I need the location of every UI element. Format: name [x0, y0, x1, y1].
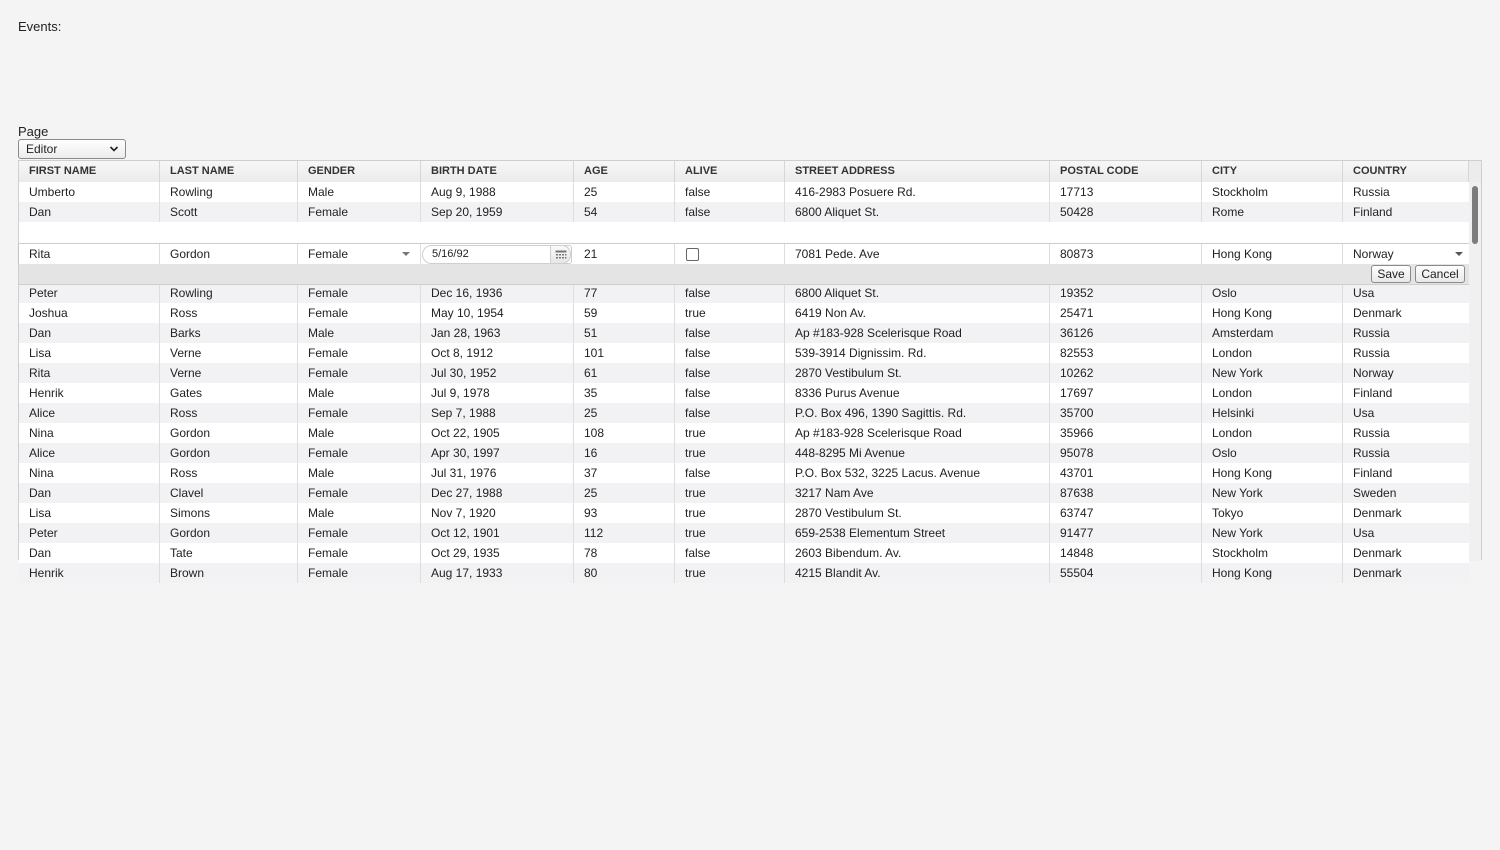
cell-city: New York	[1202, 523, 1343, 543]
cell-alive: true	[675, 523, 785, 543]
street-address-field[interactable]: 7081 Pede. Ave	[785, 244, 1050, 264]
cell-first-name: Dan	[19, 323, 160, 343]
cell-gender: Male	[298, 323, 421, 343]
cell-country: Finland	[1353, 205, 1393, 219]
data-grid	[18, 160, 1482, 580]
cell-city: Rome	[1202, 202, 1343, 222]
cell-first-name: Rita	[19, 363, 160, 383]
cell-age: 25	[574, 403, 675, 423]
table-row[interactable]	[19, 303, 1469, 323]
cell-city: Stockholm	[1202, 543, 1343, 563]
cell-last-name: Gordon	[160, 423, 298, 443]
cell-age: 16	[574, 443, 675, 463]
cell-first-name: Dan	[19, 483, 160, 503]
cell-gender: Female	[298, 403, 421, 423]
cell-birth-date: Aug 9, 1988	[421, 182, 574, 202]
cell-street-address: 539-3914 Dignissim. Rd.	[785, 343, 1050, 363]
cell-gender: Female	[298, 343, 421, 363]
cell-gender: Female	[298, 523, 421, 543]
cell-first-name: Dan	[19, 543, 160, 563]
cell-last-name: Simons	[160, 503, 298, 523]
cell-first-name: Nina	[19, 423, 160, 443]
cell-last-name: Ross	[160, 303, 298, 323]
cell-first-name: Henrik	[19, 383, 160, 403]
cell-country: Usa	[1353, 286, 1375, 300]
alive-checkbox[interactable]	[686, 248, 699, 261]
cell-age: 25	[574, 182, 675, 202]
editor-footer	[19, 264, 1469, 285]
cell-age: 59	[574, 303, 675, 323]
cell-first-name: Dan	[19, 202, 160, 222]
cell-age: 37	[574, 463, 675, 483]
table-row[interactable]	[19, 523, 1469, 543]
cell-last-name: Ross	[160, 403, 298, 423]
cell-street-address: 416-2983 Posuere Rd.	[785, 182, 1050, 202]
table-row[interactable]	[19, 463, 1469, 483]
cell-postal-code: 82553	[1050, 343, 1202, 363]
postal-code-field[interactable]: 80873	[1050, 244, 1202, 264]
cell-last-name: Barks	[160, 323, 298, 343]
table-row[interactable]	[19, 283, 1469, 303]
cell-postal-code: 43701	[1050, 463, 1202, 483]
cell-street-address: P.O. Box 496, 1390 Sagittis. Rd.	[785, 403, 1050, 423]
cell-city: Hong Kong	[1202, 303, 1343, 323]
cell-street-address: 2603 Bibendum. Av.	[785, 543, 1050, 563]
table-row[interactable]	[19, 543, 1469, 563]
column-header-city[interactable]: CITY	[1202, 161, 1343, 182]
cell-age: 35	[574, 383, 675, 403]
cell-alive: false	[675, 283, 785, 303]
column-header-street-address[interactable]: STREET ADDRESS	[785, 161, 1050, 182]
cell-city: Tokyo	[1202, 503, 1343, 523]
cell-postal-code: 35700	[1050, 403, 1202, 423]
cell-first-name: Alice	[19, 403, 160, 423]
table-row[interactable]	[19, 202, 1469, 222]
cell-postal-code: 50428	[1050, 202, 1202, 222]
calendar-icon	[555, 250, 567, 260]
cell-country: Denmark	[1353, 566, 1402, 580]
cell-postal-code: 10262	[1050, 363, 1202, 383]
gender-dropdown-value: Female	[308, 247, 349, 261]
events-label: Events:	[18, 19, 62, 34]
cell-age: 61	[574, 363, 675, 383]
cell-postal-code: 95078	[1050, 443, 1202, 463]
column-header-gender[interactable]: GENDER	[298, 161, 421, 182]
cell-last-name: Rowling	[160, 283, 298, 303]
table-row[interactable]	[19, 363, 1469, 383]
cell-age: 78	[574, 543, 675, 563]
cell-street-address: 6800 Aliquet St.	[785, 202, 1050, 222]
cell-postal-code: 19352	[1050, 283, 1202, 303]
cell-country: Usa	[1353, 526, 1375, 540]
cell-alive: false	[675, 463, 785, 483]
cell-alive: false	[675, 343, 785, 363]
column-header-alive[interactable]: ALIVE	[675, 161, 785, 182]
cell-birth-date: Jul 30, 1952	[421, 363, 574, 383]
birth-date-field[interactable]: 5/16/92	[422, 245, 572, 264]
cell-country: Russia	[1353, 185, 1390, 199]
cell-street-address: 448-8295 Mi Avenue	[785, 443, 1050, 463]
cell-street-address: 659-2538 Elementum Street	[785, 523, 1050, 543]
cell-postal-code: 91477	[1050, 523, 1202, 543]
column-header-postal-code[interactable]: POSTAL CODE	[1050, 161, 1202, 182]
cell-city: New York	[1202, 363, 1343, 383]
cell-street-address: 4215 Blandit Av.	[785, 563, 1050, 583]
cell-alive: false	[675, 202, 785, 222]
last-name-field[interactable]: Gordon	[160, 244, 298, 264]
column-header-age[interactable]: AGE	[574, 161, 675, 182]
cell-postal-code: 55504	[1050, 563, 1202, 583]
cell-gender: Male	[298, 383, 421, 403]
cell-birth-date: Sep 20, 1959	[421, 202, 574, 222]
cell-city: Oslo	[1202, 283, 1343, 303]
cell-country: Russia	[1353, 446, 1390, 460]
cell-birth-date: Apr 30, 1997	[421, 443, 574, 463]
cell-gender: Female	[298, 303, 421, 323]
cell-street-address: 8336 Purus Avenue	[785, 383, 1050, 403]
table-row[interactable]	[19, 423, 1469, 443]
country-dropdown-value: Norway	[1353, 247, 1394, 261]
cell-country: Denmark	[1353, 546, 1402, 560]
scrollbar-thumb[interactable]	[1472, 186, 1478, 244]
cell-country: Finland	[1353, 466, 1393, 480]
cell-country: Russia	[1353, 346, 1390, 360]
cell-gender: Female	[298, 363, 421, 383]
age-field: 21	[574, 244, 675, 264]
cell-postal-code: 25471	[1050, 303, 1202, 323]
country-dropdown[interactable]	[1343, 244, 1469, 264]
cell-first-name: Umberto	[19, 182, 160, 202]
cell-alive: false	[675, 182, 785, 202]
caret-down-icon	[402, 252, 410, 256]
cell-first-name: Nina	[19, 463, 160, 483]
cell-alive: true	[675, 483, 785, 503]
cell-birth-date: Jul 31, 1976	[421, 463, 574, 483]
cell-postal-code: 35966	[1050, 423, 1202, 443]
cancel-button[interactable]: Cancel	[1415, 265, 1465, 283]
cell-street-address: 2870 Vestibulum St.	[785, 363, 1050, 383]
cell-alive: true	[675, 503, 785, 523]
table-row[interactable]	[19, 563, 1469, 583]
cell-birth-date: Sep 7, 1988	[421, 403, 574, 423]
cell-city: London	[1202, 423, 1343, 443]
cell-city: Amsterdam	[1202, 323, 1343, 343]
cell-last-name: Gordon	[160, 443, 298, 463]
table-row[interactable]	[19, 443, 1469, 463]
grid-header	[19, 161, 1469, 183]
cell-first-name: Lisa	[19, 343, 160, 363]
cell-age: 112	[574, 523, 675, 543]
cell-city: Hong Kong	[1202, 463, 1343, 483]
cell-age: 101	[574, 343, 675, 363]
cell-gender: Female	[298, 443, 421, 463]
cell-last-name: Verne	[160, 363, 298, 383]
cell-birth-date: Jan 28, 1963	[421, 323, 574, 343]
chevron-down-icon	[109, 142, 119, 160]
cell-postal-code: 63747	[1050, 503, 1202, 523]
cell-birth-date: Dec 27, 1988	[421, 483, 574, 503]
cell-city: London	[1202, 343, 1343, 363]
cell-country: Denmark	[1353, 306, 1402, 320]
cell-age: 51	[574, 323, 675, 343]
cell-gender: Female	[298, 283, 421, 303]
cell-street-address: 6800 Aliquet St.	[785, 283, 1050, 303]
table-row[interactable]	[19, 343, 1469, 363]
table-row[interactable]	[19, 503, 1469, 523]
cell-postal-code: 87638	[1050, 483, 1202, 503]
cell-age: 80	[574, 563, 675, 583]
cell-city: London	[1202, 383, 1343, 403]
cell-birth-date: Jul 9, 1978	[421, 383, 574, 403]
cell-last-name: Clavel	[160, 483, 298, 503]
vertical-scrollbar[interactable]	[1469, 182, 1481, 561]
cell-alive: false	[675, 383, 785, 403]
cell-postal-code: 36126	[1050, 323, 1202, 343]
cell-birth-date: May 10, 1954	[421, 303, 574, 323]
cell-alive: true	[675, 443, 785, 463]
cell-alive: false	[675, 403, 785, 423]
page-select-value: Editor	[26, 142, 58, 156]
save-button[interactable]: Save	[1371, 265, 1411, 283]
cell-city: Hong Kong	[1202, 563, 1343, 583]
cell-city: Stockholm	[1202, 182, 1343, 202]
cell-last-name: Gates	[160, 383, 298, 403]
cell-city: Oslo	[1202, 443, 1343, 463]
editor-row	[19, 243, 1469, 264]
cell-last-name: Tate	[160, 543, 298, 563]
cell-last-name: Scott	[160, 202, 298, 222]
cell-city: Helsinki	[1202, 403, 1343, 423]
cell-age: 77	[574, 283, 675, 303]
cell-first-name: Peter	[19, 283, 160, 303]
gender-dropdown[interactable]	[298, 244, 421, 264]
table-row[interactable]	[19, 323, 1469, 343]
cell-country: Usa	[1353, 406, 1375, 420]
cell-postal-code: 14848	[1050, 543, 1202, 563]
cell-country: Denmark	[1353, 506, 1402, 520]
cell-gender: Male	[298, 503, 421, 523]
cell-postal-code: 17697	[1050, 383, 1202, 403]
page-select[interactable]	[18, 139, 126, 159]
cell-gender: Male	[298, 463, 421, 483]
cell-country: Russia	[1353, 326, 1390, 340]
header-scroll-corner	[1469, 161, 1481, 182]
cell-gender: Male	[298, 182, 421, 202]
cell-age: 108	[574, 423, 675, 443]
column-header-birth-date[interactable]: BIRTH DATE	[421, 161, 574, 182]
cell-alive: false	[675, 363, 785, 383]
cell-last-name: Brown	[160, 563, 298, 583]
cell-street-address: P.O. Box 532, 3225 Lacus. Avenue	[785, 463, 1050, 483]
cell-birth-date: Oct 8, 1912	[421, 343, 574, 363]
cell-birth-date: Oct 29, 1935	[421, 543, 574, 563]
column-header-first-name[interactable]: FIRST NAME	[19, 161, 160, 182]
cell-birth-date: Aug 17, 1933	[421, 563, 574, 583]
cell-first-name: Lisa	[19, 503, 160, 523]
cell-birth-date: Nov 7, 1920	[421, 503, 574, 523]
cell-gender: Male	[298, 423, 421, 443]
first-name-field[interactable]: Rita	[19, 244, 160, 264]
cell-alive: false	[675, 323, 785, 343]
cell-age: 25	[574, 483, 675, 503]
cell-alive: true	[675, 423, 785, 443]
column-header-country[interactable]: COUNTRY	[1343, 161, 1469, 182]
cell-city: New York	[1202, 483, 1343, 503]
cell-age: 54	[574, 202, 675, 222]
table-row[interactable]	[19, 182, 1469, 202]
cell-first-name: Henrik	[19, 563, 160, 583]
cell-gender: Female	[298, 543, 421, 563]
cell-last-name: Verne	[160, 343, 298, 363]
cell-street-address: 6419 Non Av.	[785, 303, 1050, 323]
cell-last-name: Ross	[160, 463, 298, 483]
cell-gender: Female	[298, 202, 421, 222]
calendar-button[interactable]	[550, 245, 571, 264]
cell-postal-code: 17713	[1050, 182, 1202, 202]
cell-last-name: Rowling	[160, 182, 298, 202]
cell-street-address: 3217 Nam Ave	[785, 483, 1050, 503]
cell-first-name: Peter	[19, 523, 160, 543]
cell-alive: true	[675, 563, 785, 583]
table-row[interactable]	[19, 383, 1469, 403]
cell-alive: false	[675, 543, 785, 563]
cell-birth-date: Oct 12, 1901	[421, 523, 574, 543]
page-label: Page	[18, 124, 49, 139]
cell-last-name: Gordon	[160, 523, 298, 543]
cell-gender: Female	[298, 563, 421, 583]
table-row[interactable]	[19, 483, 1469, 503]
table-row[interactable]	[19, 403, 1469, 423]
cell-country: Russia	[1353, 426, 1390, 440]
cell-first-name: Alice	[19, 443, 160, 463]
cell-country: Finland	[1353, 386, 1393, 400]
cell-street-address: Ap #183-928 Scelerisque Road	[785, 423, 1050, 443]
column-header-last-name[interactable]: LAST NAME	[160, 161, 298, 182]
cell-birth-date: Dec 16, 1936	[421, 283, 574, 303]
city-field[interactable]: Hong Kong	[1202, 244, 1343, 264]
cell-age: 93	[574, 503, 675, 523]
cell-alive: true	[675, 303, 785, 323]
caret-down-icon	[1455, 252, 1463, 256]
cell-country: Norway	[1353, 366, 1394, 380]
cell-birth-date: Oct 22, 1905	[421, 423, 574, 443]
cell-street-address: Ap #183-928 Scelerisque Road	[785, 323, 1050, 343]
cell-street-address: 2870 Vestibulum St.	[785, 503, 1050, 523]
cell-country: Sweden	[1353, 486, 1397, 500]
cell-gender: Female	[298, 483, 421, 503]
cell-first-name: Joshua	[19, 303, 160, 323]
